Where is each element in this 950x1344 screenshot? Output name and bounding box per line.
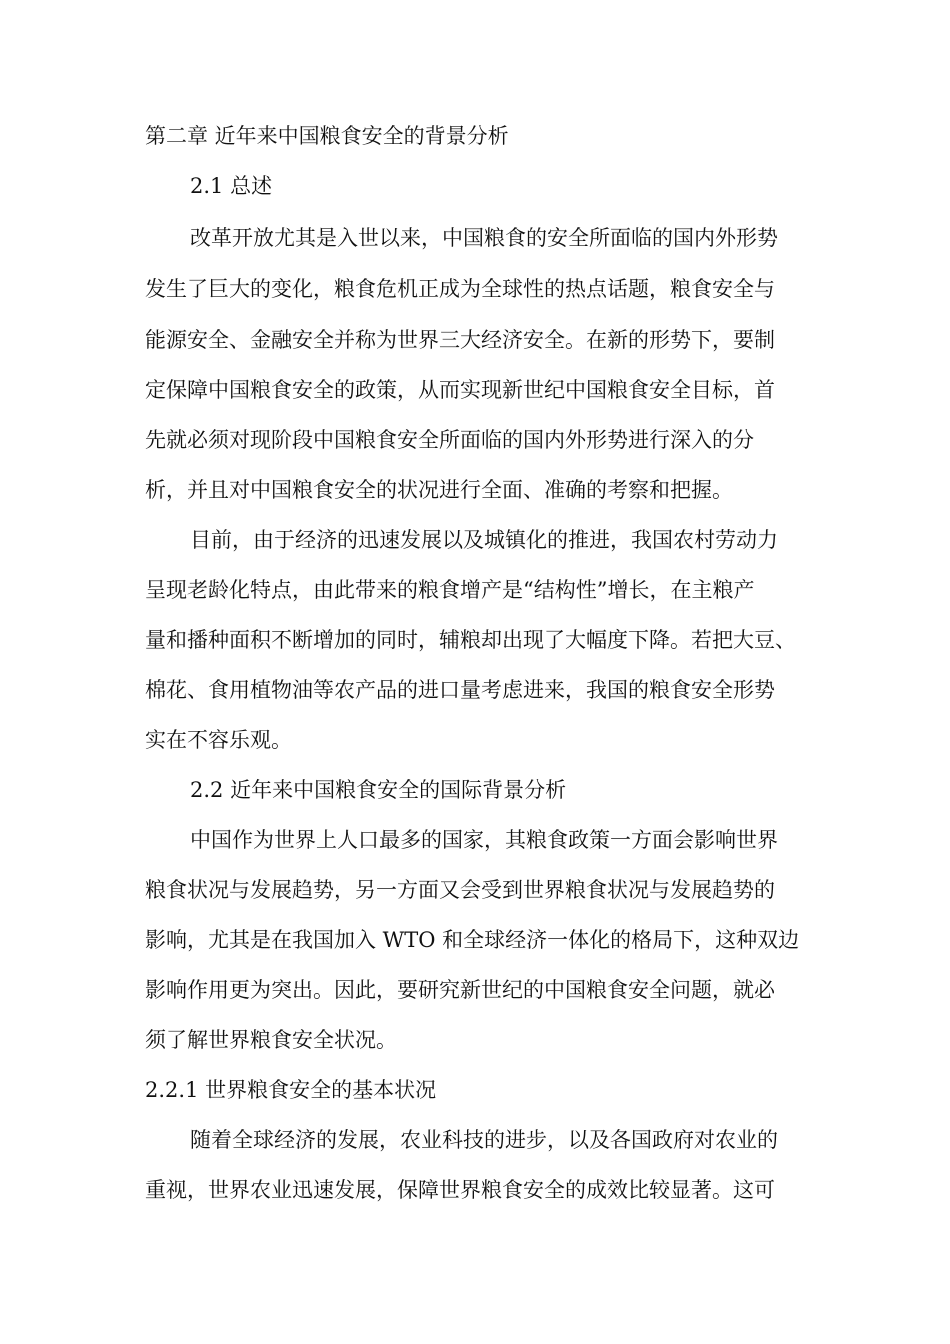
chapter-title: 第二章 近年来中国粮食安全的背景分析 xyxy=(145,124,509,148)
section-heading-2-2-1: 2.2.1 世界粮食安全的基本状况 xyxy=(145,1078,437,1102)
paragraph-line: 中国作为世界上人口最多的国家，其粮食政策一方面会影响世界 xyxy=(190,828,778,852)
section-heading-2-2: 2.2 近年来中国粮食安全的国际背景分析 xyxy=(190,778,567,802)
paragraph-line: 目前，由于经济的迅速发展以及城镇化的推进，我国农村劳动力 xyxy=(190,528,778,552)
paragraph-line: 粮食状况与发展趋势，另一方面又会受到世界粮食状况与发展趋势的 xyxy=(145,878,775,902)
paragraph-line: 须了解世界粮食安全状况。 xyxy=(145,1028,397,1052)
paragraph-line: 能源安全、金融安全并称为世界三大经济安全。在新的形势下，要制 xyxy=(145,328,775,352)
section-heading-2-1: 2.1 总述 xyxy=(190,174,273,198)
paragraph-line: 重视，世界农业迅速发展，保障世界粮食安全的成效比较显著。这可 xyxy=(145,1178,775,1202)
paragraph-line: 发生了巨大的变化，粮食危机正成为全球性的热点话题，粮食安全与 xyxy=(145,277,775,301)
paragraph-line: 改革开放尤其是入世以来，中国粮食的安全所面临的国内外形势 xyxy=(190,226,778,250)
paragraph-line: 先就必须对现阶段中国粮食安全所面临的国内外形势进行深入的分 xyxy=(145,428,754,452)
paragraph-line: 析，并且对中国粮食安全的状况进行全面、准确的考察和把握。 xyxy=(145,478,733,502)
paragraph-line: 棉花、食用植物油等农产品的进口量考虑进来，我国的粮食安全形势 xyxy=(145,678,775,702)
paragraph-line: 影响作用更为突出。因此，要研究新世纪的中国粮食安全问题，就必 xyxy=(145,978,775,1002)
paragraph-line: 定保障中国粮食安全的政策，从而实现新世纪中国粮食安全目标，首 xyxy=(145,378,775,402)
paragraph-line: 影响，尤其是在我国加入 WTO 和全球经济一体化的格局下，这种双边 xyxy=(145,928,800,952)
paragraph-line: 呈现老龄化特点，由此带来的粮食增产是“结构性”增长，在主粮产 xyxy=(145,578,755,602)
paragraph-line: 随着全球经济的发展，农业科技的进步，以及各国政府对农业的 xyxy=(190,1128,778,1152)
paragraph-line: 量和播种面积不断增加的同时，辅粮却出现了大幅度下降。若把大豆、 xyxy=(145,628,796,652)
paragraph-line: 实在不容乐观。 xyxy=(145,728,292,752)
